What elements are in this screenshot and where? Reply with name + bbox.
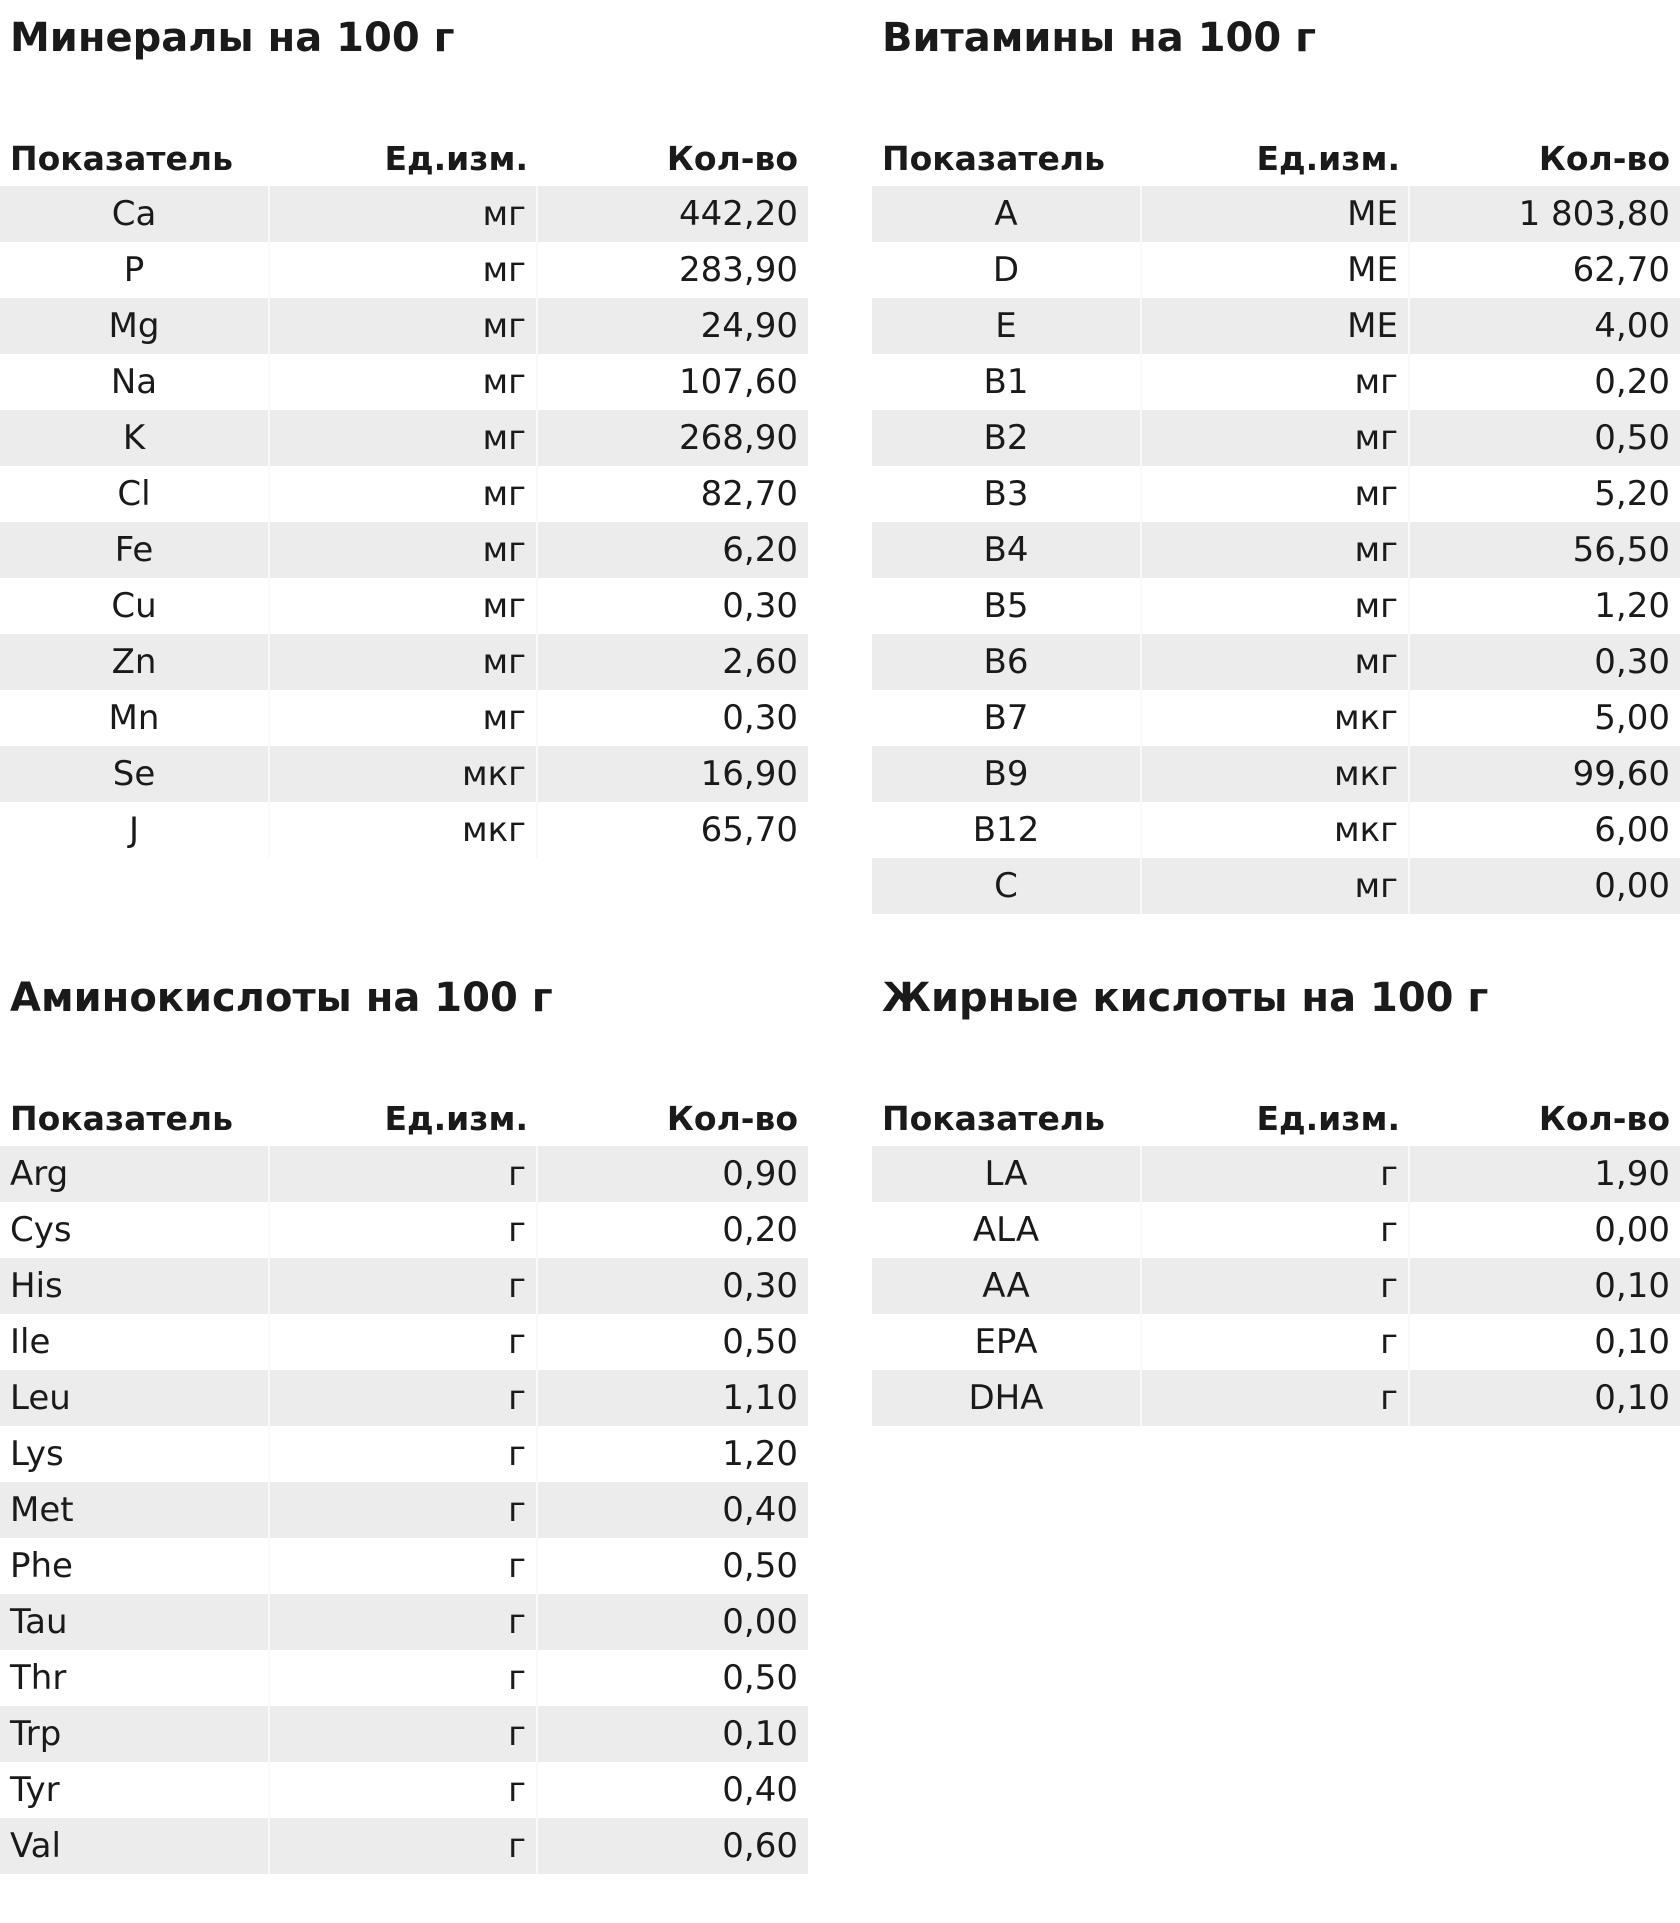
table-header-row (872, 130, 1680, 186)
table-row (0, 186, 808, 242)
table-row (0, 1370, 808, 1426)
cell-amount: 6,20 (722, 530, 798, 570)
cell-amount: 1,90 (1594, 1154, 1670, 1194)
table-row (872, 746, 1680, 802)
table-row (872, 634, 1680, 690)
table-row (0, 410, 808, 466)
table-row (0, 634, 808, 690)
cell-indicator: Met (0, 1482, 270, 1538)
table-row (0, 466, 808, 522)
cell-indicator: Mn (0, 690, 270, 746)
cell-unit: мг (1142, 522, 1410, 578)
cell-unit: мг (1142, 354, 1410, 410)
header-amount: Кол-во (1538, 138, 1670, 178)
cell-amount: 56,50 (1572, 530, 1670, 570)
cell-amount: 0,50 (722, 1546, 798, 1586)
cell-amount: 1,20 (1594, 586, 1670, 626)
header-amount: Кол-во (666, 1098, 798, 1138)
table-row (872, 186, 1680, 242)
cell-amount: 6,00 (1594, 810, 1670, 850)
cell-indicator: His (0, 1258, 270, 1314)
cell-unit: г (1142, 1314, 1410, 1370)
table-row (872, 802, 1680, 858)
cell-indicator: B12 (872, 802, 1142, 858)
cell-unit: МЕ (1142, 242, 1410, 298)
table-row (0, 298, 808, 354)
cell-indicator: B2 (872, 410, 1142, 466)
cell-indicator: DHA (872, 1370, 1142, 1426)
cell-amount: 82,70 (700, 474, 798, 514)
table-row (0, 1482, 808, 1538)
cell-indicator: Arg (0, 1146, 270, 1202)
cell-indicator: Se (0, 746, 270, 802)
header-unit: Ед.изм. (384, 1098, 528, 1138)
cell-indicator: Fe (0, 522, 270, 578)
cell-unit: г (270, 1762, 538, 1818)
cell-unit: г (270, 1314, 538, 1370)
table-row (0, 1706, 808, 1762)
cell-indicator: Ca (0, 186, 270, 242)
minerals-table (0, 130, 808, 858)
header-indicator: Показатель (10, 138, 233, 178)
header-unit: Ед.изм. (1256, 138, 1400, 178)
cell-unit: мг (270, 410, 538, 466)
cell-amount: 268,90 (679, 418, 798, 458)
table-row (872, 522, 1680, 578)
cell-unit: г (270, 1650, 538, 1706)
cell-indicator: Tau (0, 1594, 270, 1650)
header-indicator: Показатель (882, 138, 1105, 178)
cell-unit: мкг (270, 746, 538, 802)
cell-amount: 0,00 (1594, 1210, 1670, 1250)
cell-unit: г (270, 1538, 538, 1594)
cell-unit: г (1142, 1202, 1410, 1258)
cell-amount: 0,10 (1594, 1266, 1670, 1306)
cell-indicator: Cu (0, 578, 270, 634)
cell-unit: мг (270, 354, 538, 410)
cell-indicator: Trp (0, 1706, 270, 1762)
cell-amount: 99,60 (1572, 754, 1670, 794)
cell-unit: МЕ (1142, 298, 1410, 354)
cell-indicator: C (872, 858, 1142, 914)
table-row (0, 1258, 808, 1314)
cell-amount: 0,30 (722, 586, 798, 626)
cell-indicator: P (0, 242, 270, 298)
cell-indicator: Tyr (0, 1762, 270, 1818)
table-row (0, 1818, 808, 1874)
cell-unit: мг (270, 466, 538, 522)
cell-indicator: EPA (872, 1314, 1142, 1370)
table-row (872, 1314, 1680, 1370)
cell-amount: 1 803,80 (1518, 194, 1670, 234)
cell-indicator: Cys (0, 1202, 270, 1258)
cell-unit: мг (270, 522, 538, 578)
cell-unit: г (270, 1146, 538, 1202)
cell-amount: 0,60 (722, 1826, 798, 1866)
cell-amount: 0,20 (1594, 362, 1670, 402)
cell-amount: 107,60 (679, 362, 798, 402)
cell-unit: мг (1142, 466, 1410, 522)
table-row (872, 298, 1680, 354)
header-unit: Ед.изм. (384, 138, 528, 178)
table-row (0, 578, 808, 634)
cell-unit: г (270, 1818, 538, 1874)
cell-unit: мкг (1142, 746, 1410, 802)
table-row (872, 578, 1680, 634)
table-row (872, 354, 1680, 410)
cell-amount: 4,00 (1594, 306, 1670, 346)
cell-indicator: B9 (872, 746, 1142, 802)
cell-indicator: D (872, 242, 1142, 298)
table-row (872, 410, 1680, 466)
cell-amount: 16,90 (700, 754, 798, 794)
table-row (0, 746, 808, 802)
cell-amount: 1,10 (722, 1378, 798, 1418)
vitamins-title: Витамины на 100 г (882, 15, 1317, 61)
table-row (872, 466, 1680, 522)
cell-amount: 2,60 (722, 642, 798, 682)
cell-indicator: K (0, 410, 270, 466)
cell-amount: 0,50 (722, 1322, 798, 1362)
cell-amount: 1,20 (722, 1434, 798, 1474)
cell-amount: 442,20 (679, 194, 798, 234)
table-row (0, 1426, 808, 1482)
table-row (872, 1258, 1680, 1314)
cell-indicator: Lys (0, 1426, 270, 1482)
cell-indicator: B4 (872, 522, 1142, 578)
table-header-row (0, 1090, 808, 1146)
table-header-row (0, 130, 808, 186)
table-row (872, 242, 1680, 298)
cell-amount: 0,00 (1594, 866, 1670, 906)
cell-indicator: Phe (0, 1538, 270, 1594)
cell-unit: г (270, 1482, 538, 1538)
cell-unit: мг (270, 242, 538, 298)
table-row (0, 1202, 808, 1258)
cell-unit: г (1142, 1146, 1410, 1202)
cell-indicator: B6 (872, 634, 1142, 690)
cell-indicator: ALA (872, 1202, 1142, 1258)
cell-amount: 0,10 (1594, 1322, 1670, 1362)
fatty-acids-title: Жирные кислоты на 100 г (882, 975, 1489, 1021)
cell-indicator: A (872, 186, 1142, 242)
cell-indicator: Ile (0, 1314, 270, 1370)
cell-amount: 5,20 (1594, 474, 1670, 514)
table-header-row (872, 1090, 1680, 1146)
cell-amount: 0,40 (722, 1770, 798, 1810)
cell-amount: 0,30 (722, 1266, 798, 1306)
header-amount: Кол-во (1538, 1098, 1670, 1138)
cell-amount: 65,70 (700, 810, 798, 850)
cell-amount: 62,70 (1572, 250, 1670, 290)
header-unit: Ед.изм. (1256, 1098, 1400, 1138)
cell-indicator: Val (0, 1818, 270, 1874)
cell-amount: 0,30 (1594, 642, 1670, 682)
cell-unit: мкг (270, 802, 538, 858)
cell-unit: мг (270, 298, 538, 354)
cell-unit: г (270, 1258, 538, 1314)
header-indicator: Показатель (882, 1098, 1105, 1138)
cell-unit: г (270, 1370, 538, 1426)
cell-indicator: Zn (0, 634, 270, 690)
header-indicator: Показатель (10, 1098, 233, 1138)
amino-acids-table (0, 1090, 808, 1874)
cell-amount: 5,00 (1594, 698, 1670, 738)
cell-amount: 0,10 (722, 1714, 798, 1754)
table-row (0, 1650, 808, 1706)
cell-amount: 0,50 (722, 1658, 798, 1698)
table-row (0, 1594, 808, 1650)
cell-indicator: Na (0, 354, 270, 410)
cell-unit: мг (1142, 410, 1410, 466)
cell-indicator: Mg (0, 298, 270, 354)
cell-indicator: J (0, 802, 270, 858)
cell-amount: 0,40 (722, 1490, 798, 1530)
cell-unit: г (270, 1706, 538, 1762)
table-row (872, 858, 1680, 914)
cell-amount: 24,90 (700, 306, 798, 346)
cell-amount: 0,20 (722, 1210, 798, 1250)
header-amount: Кол-во (666, 138, 798, 178)
amino-acids-title: Аминокислоты на 100 г (10, 975, 553, 1021)
cell-amount: 0,10 (1594, 1378, 1670, 1418)
cell-amount: 0,00 (722, 1602, 798, 1642)
table-row (0, 1538, 808, 1594)
minerals-title: Минералы на 100 г (10, 15, 455, 61)
vitamins-table (872, 130, 1680, 914)
cell-unit: г (270, 1426, 538, 1482)
cell-indicator: B3 (872, 466, 1142, 522)
cell-indicator: B7 (872, 690, 1142, 746)
cell-indicator: Thr (0, 1650, 270, 1706)
cell-unit: МЕ (1142, 186, 1410, 242)
cell-unit: мг (1142, 858, 1410, 914)
cell-unit: г (1142, 1370, 1410, 1426)
cell-indicator: E (872, 298, 1142, 354)
cell-unit: мг (1142, 634, 1410, 690)
cell-unit: г (270, 1202, 538, 1258)
cell-unit: мкг (1142, 690, 1410, 746)
table-row (872, 690, 1680, 746)
table-row (0, 1314, 808, 1370)
table-row (0, 242, 808, 298)
cell-indicator: Cl (0, 466, 270, 522)
table-row (0, 1146, 808, 1202)
cell-indicator: B1 (872, 354, 1142, 410)
fatty-acids-table (872, 1090, 1680, 1426)
cell-indicator: AA (872, 1258, 1142, 1314)
table-row (0, 802, 808, 858)
table-row (872, 1202, 1680, 1258)
cell-unit: г (1142, 1258, 1410, 1314)
cell-unit: мг (270, 690, 538, 746)
cell-amount: 0,30 (722, 698, 798, 738)
table-row (872, 1146, 1680, 1202)
table-row (872, 1370, 1680, 1426)
cell-unit: мг (1142, 578, 1410, 634)
table-row (0, 354, 808, 410)
table-row (0, 1762, 808, 1818)
cell-indicator: LA (872, 1146, 1142, 1202)
cell-unit: мг (270, 186, 538, 242)
cell-indicator: Leu (0, 1370, 270, 1426)
cell-unit: мг (270, 634, 538, 690)
table-row (0, 522, 808, 578)
cell-amount: 0,90 (722, 1154, 798, 1194)
cell-unit: мг (270, 578, 538, 634)
cell-amount: 283,90 (679, 250, 798, 290)
cell-indicator: B5 (872, 578, 1142, 634)
cell-unit: г (270, 1594, 538, 1650)
cell-amount: 0,50 (1594, 418, 1670, 458)
cell-unit: мкг (1142, 802, 1410, 858)
table-row (0, 690, 808, 746)
